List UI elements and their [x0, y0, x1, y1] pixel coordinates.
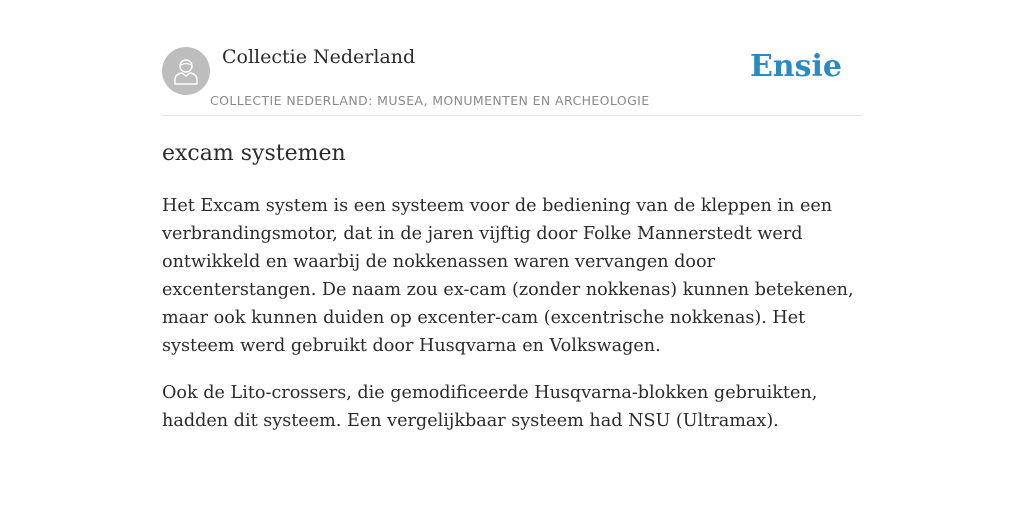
user-icon [172, 56, 200, 86]
article-title: excam systemen [162, 141, 346, 166]
avatar[interactable] [162, 47, 210, 95]
source-label[interactable]: COLLECTIE NEDERLAND: MUSEA, MONUMENTEN EN ARCHEOLOGIE [210, 93, 650, 108]
article-body [162, 192, 862, 454]
article-header [162, 0, 862, 116]
paragraph: Ook de Lito-crossers, die gemodificeerde Husqvarna-blokken gebruikten, hadden dit systeem. Een vergelijkbaar systeem had NSU (Ultramax). [162, 383, 818, 431]
brand-logo[interactable]: Ensie [749, 49, 842, 84]
author-name[interactable]: Collectie Nederland [222, 46, 416, 68]
paragraph: Het Excam system is een systeem voor de bediening van de kleppen in een verbrandingsmotor, dat in de jaren vijftig door Folke Mannerstedt werd ontwikkeld en waarbij de nokkenassen waren vervangen door excenterstangen. De naam zou ex-cam (zonder nokkenas) kunnen betekenen, maar ook kunnen duiden op excenter-cam (excentrische nokkenas). Het systeem werd gebruikt door Husqvarna en Volkswagen. [162, 196, 854, 356]
article-container [162, 0, 862, 431]
